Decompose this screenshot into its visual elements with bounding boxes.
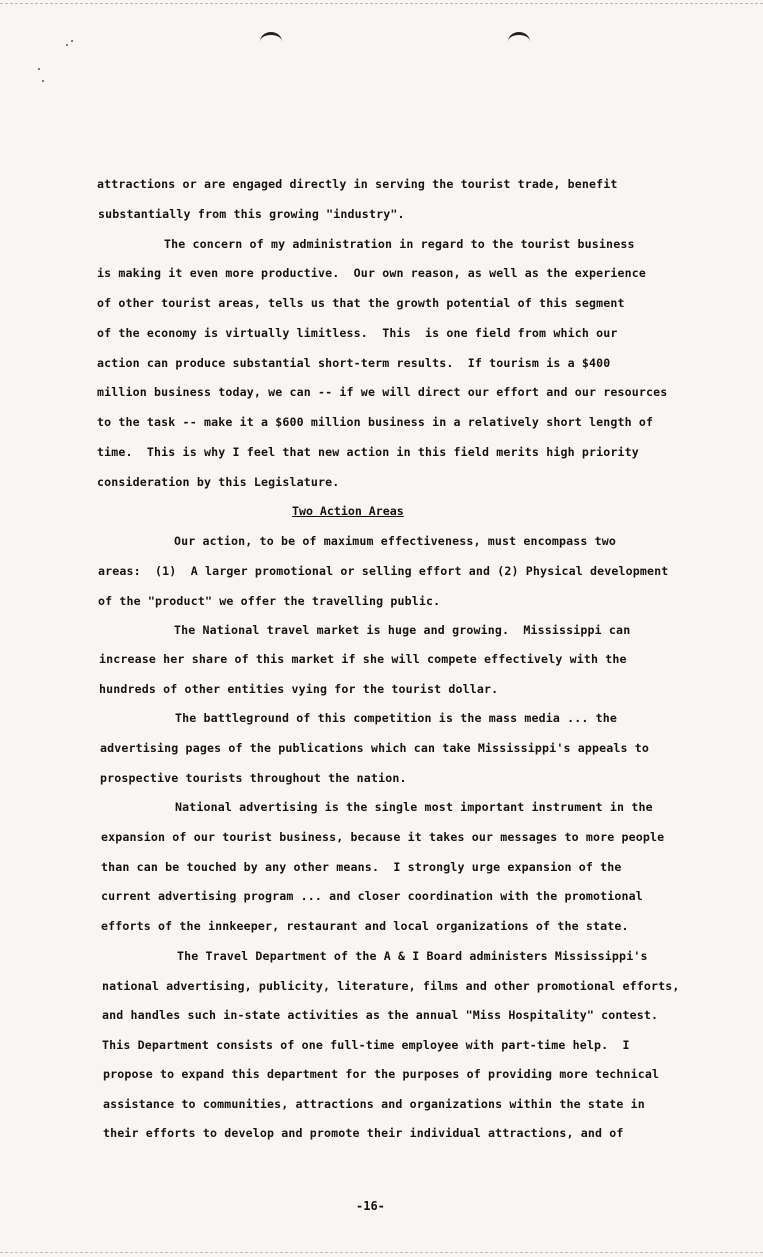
- text-line: hundreds of other entities vying for the tourist dollar.: [99, 682, 499, 696]
- text-line: action can produce substantial short-term results. If tourism is a $400: [97, 356, 611, 370]
- text-line: prospective tourists throughout the nation.: [100, 771, 407, 785]
- text-line: time. This is why I feel that new action in this field merits high priority: [97, 445, 639, 459]
- text-line: areas: (1) A larger promotional or selling effort and (2) Physical development: [98, 564, 669, 578]
- text-line: of the economy is virtually limitless. This is one field from which our: [97, 326, 618, 340]
- text-line: efforts of the innkeeper, restaurant and local organizations of the state.: [101, 919, 629, 933]
- text-line: than can be touched by any other means. I strongly urge expansion of the: [101, 860, 622, 874]
- text-line: of the "product" we offer the travelling public.: [98, 594, 441, 608]
- page-bottom-edge: [0, 1252, 763, 1254]
- text-line: The battleground of this competition is the mass media ... the: [175, 711, 618, 725]
- scan-speck: [71, 40, 73, 42]
- text-line: their efforts to develop and promote their individual attractions, and of: [103, 1126, 624, 1140]
- page-number: -16-: [356, 1199, 385, 1213]
- text-line: assistance to communities, attractions and organizations within the state in: [103, 1097, 645, 1111]
- text-line: is making it even more productive. Our own reason, as well as the experience: [97, 266, 647, 280]
- scan-speck: [42, 80, 44, 82]
- text-line: and handles such in-state activities as the annual "Miss Hospitality" contest.: [102, 1008, 659, 1022]
- text-line: of other tourist areas, tells us that the growth potential of this segment: [97, 296, 625, 310]
- text-line: expansion of our tourist business, because it takes our messages to more people: [101, 830, 665, 844]
- text-line: The concern of my administration in regard to the tourist business: [164, 237, 635, 251]
- scan-speck: [66, 44, 68, 46]
- text-line: substantially from this growing "industry".: [98, 207, 405, 221]
- text-line: increase her share of this market if she will compete effectively with the: [99, 652, 627, 666]
- text-line: million business today, we can -- if we will direct our effort and our resources: [97, 385, 668, 399]
- text-line: The National travel market is huge and growing. Mississippi can: [174, 623, 631, 637]
- text-line: The Travel Department of the A & I Board administers Mississippi's: [177, 949, 648, 963]
- text-line: propose to expand this department for the purposes of providing more technical: [103, 1067, 660, 1081]
- text-line: attractions or are engaged directly in serving the tourist trade, benefit: [97, 177, 618, 191]
- text-line: advertising pages of the publications which can take Mississippi's appeals to: [100, 741, 650, 755]
- binder-hole-left: [260, 32, 282, 51]
- scan-speck: [38, 68, 40, 70]
- text-line: National advertising is the single most important instrument in the: [175, 800, 653, 814]
- text-line: national advertising, publicity, literature, films and other promotional efforts,: [102, 979, 680, 993]
- text-line: to the task -- make it a $600 million business in a relatively short length of: [97, 415, 654, 429]
- text-line: Our action, to be of maximum effectiveness, must encompass two: [174, 534, 617, 548]
- text-line: This Department consists of one full-time employee with part-time help. I: [102, 1038, 630, 1052]
- section-heading: Two Action Areas: [292, 504, 404, 518]
- text-line: current advertising program ... and closer coordination with the promotional: [101, 889, 643, 903]
- text-line: consideration by this Legislature.: [97, 475, 340, 489]
- page-top-edge: [0, 0, 763, 4]
- binder-hole-right: [508, 32, 530, 51]
